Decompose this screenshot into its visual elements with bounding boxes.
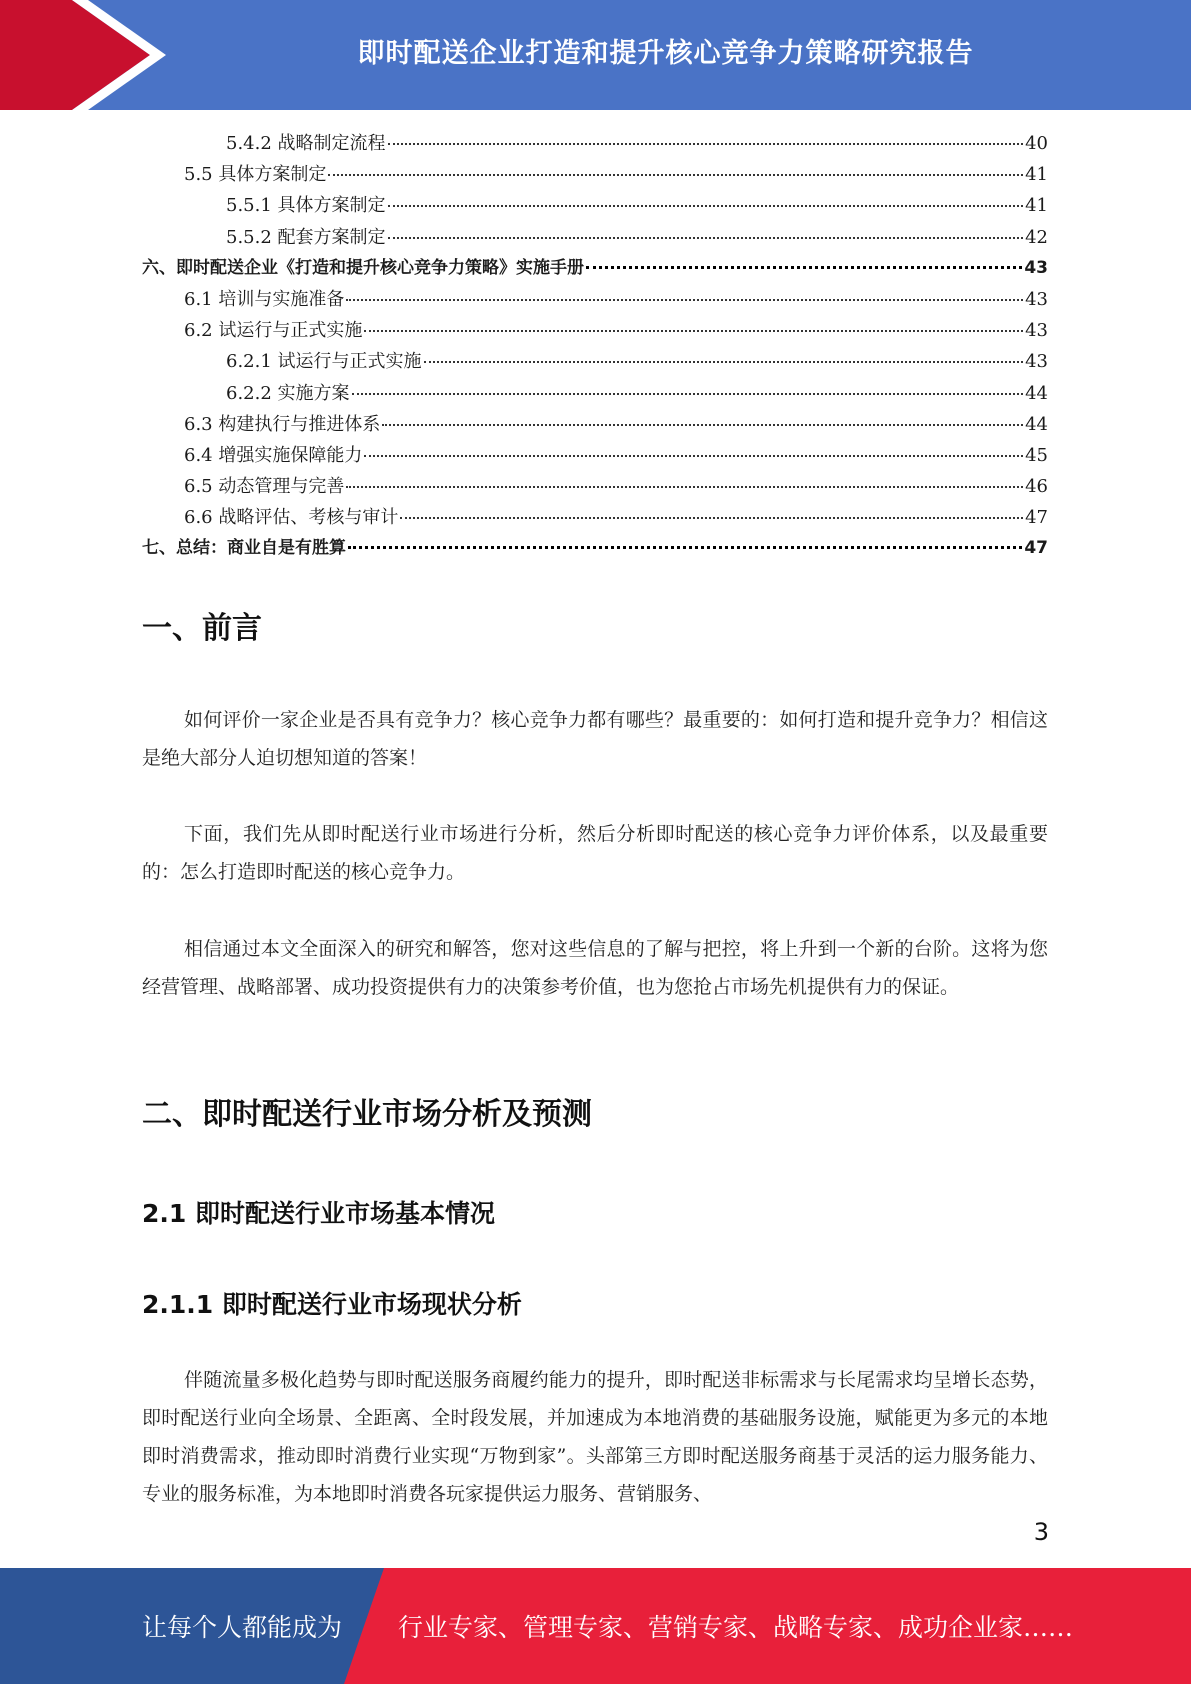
toc-entry[interactable] [142, 315, 1048, 346]
section-2-1-1-paragraph: 伴随流量多极化趋势与即时配送服务商履约能力的提升，即时配送非标需求与长尾需求均呈增长态势，即时配送行业向全场景、全距离、全时段发展，并加速成为本地消费的基础服务设施，赋能更为多元的本地即时消费需求，推动即时消费行业实现“万物到家”。头部第三方即时配送服务商基于灵活的运力服务能力、专业的服务标准，为本地即时消费各玩家提供运力服务、营销服务、 [142, 1369, 1048, 1505]
section-title-preface: 一、前言 [142, 611, 262, 646]
footer-slogan-left: 让每个人都能成为 [142, 1613, 343, 1642]
toc-entry-label: 5.4.2 战略制定流程 [226, 133, 386, 154]
toc-entry-page: 40 [1025, 133, 1048, 154]
toc-entry[interactable] [142, 128, 1048, 159]
preface-paragraph-1: 如何评价一家企业是否具有竞争力？核心竞争力都有哪些？最重要的：如何打造和提升竞争力？相信这是绝大部分人迫切想知道的答案！ [142, 709, 1048, 769]
toc-entry[interactable] [142, 533, 1048, 564]
toc-entry-page: 47 [1024, 538, 1048, 559]
toc-dot-leader [328, 174, 1023, 176]
toc-entry[interactable] [142, 190, 1048, 221]
toc-entry-label: 6.2.1 试运行与正式实施 [226, 351, 422, 373]
page-footer [0, 1568, 1191, 1684]
page-header [0, 0, 1191, 110]
preface-paragraph-2: 下面，我们先从即时配送行业市场进行分析，然后分析即时配送的核心竞争力评价体系，以及最重要的：怎么打造即时配送的核心竞争力。 [142, 823, 1048, 883]
toc-entry-label: 5.5.2 配套方案制定 [226, 226, 386, 248]
toc-dot-leader [348, 546, 1022, 549]
toc-entry-page: 45 [1025, 444, 1048, 466]
toc-entry-page: 41 [1025, 195, 1048, 217]
toc-entry-label: 6.6 战略评估、考核与审计 [184, 507, 399, 529]
toc-entry-page: 43 [1025, 320, 1048, 342]
toc-entry-page: 42 [1025, 226, 1048, 248]
chapter-title-2: 二、即时配送行业市场分析及预测 [142, 1097, 592, 1132]
toc-entry[interactable] [142, 284, 1048, 315]
toc-entry[interactable] [142, 471, 1048, 502]
toc-entry-label: 5.5.1 具体方案制定 [226, 195, 386, 217]
toc-entry-label: 6.5 动态管理与完善 [184, 476, 345, 498]
toc-dot-leader [382, 424, 1023, 426]
toc-entry[interactable] [142, 409, 1048, 440]
toc-entry[interactable] [142, 440, 1048, 471]
toc-dot-leader [364, 330, 1023, 332]
toc-entry-page: 43 [1024, 257, 1048, 278]
toc-dot-leader [424, 361, 1024, 363]
toc-entry-page: 41 [1025, 164, 1048, 186]
section-title-2-1: 2.1 即时配送行业市场基本情况 [142, 1199, 495, 1228]
toc-dot-leader [388, 237, 1024, 239]
toc-entry[interactable] [142, 159, 1048, 190]
toc-entry-page: 43 [1025, 351, 1048, 373]
toc-entry-label: 6.1 培训与实施准备 [184, 288, 345, 310]
toc-entry-label: 六、即时配送企业《打造和提升核心竞争力策略》实施手册 [142, 257, 584, 278]
toc-entry-label: 6.3 构建执行与推进体系 [184, 413, 381, 435]
toc-entry[interactable] [142, 222, 1048, 253]
toc-dot-leader [364, 455, 1023, 457]
toc-entry-label: 6.2.2 实施方案 [226, 382, 350, 404]
toc-entry[interactable] [142, 502, 1048, 533]
header-title: 即时配送企业打造和提升核心竞争力策略研究报告 [357, 37, 974, 69]
table-of-contents [142, 128, 1048, 565]
preface-paragraph-3: 相信通过本文全面深入的研究和解答，您对这些信息的了解与把控，将上升到一个新的台阶。这将为您经营管理、战略部署、成功投资提供有力的决策参考价值，也为您抢占市场先机提供有力的保证。 [142, 938, 1048, 998]
toc-entry-label: 6.2 试运行与正式实施 [184, 320, 363, 342]
toc-dot-leader [388, 205, 1024, 207]
page-number: 3 [1033, 1518, 1049, 1546]
toc-entry-label: 七、总结：商业自是有胜算 [142, 538, 346, 559]
toc-entry[interactable] [142, 253, 1048, 284]
toc-entry[interactable] [142, 378, 1048, 409]
toc-dot-leader [346, 299, 1023, 301]
toc-entry-page: 47 [1025, 507, 1048, 529]
toc-dot-leader [346, 486, 1023, 488]
toc-dot-leader [586, 266, 1022, 269]
section-title-2-1-1: 2.1.1 即时配送行业市场现状分析 [142, 1290, 522, 1319]
toc-entry-page: 44 [1025, 382, 1048, 404]
toc-entry-label: 5.5 具体方案制定 [184, 164, 327, 186]
toc-entry-page: 44 [1025, 413, 1048, 435]
toc-dot-leader [400, 517, 1023, 519]
toc-dot-leader [352, 393, 1024, 395]
toc-entry[interactable] [142, 346, 1048, 377]
toc-entry-label: 6.4 增强实施保障能力 [184, 444, 363, 466]
footer-slogan-right: 行业专家、管理专家、营销专家、战略专家、成功企业家…… [398, 1613, 1074, 1642]
toc-entry-page: 43 [1025, 288, 1048, 310]
toc-entry-page: 46 [1025, 476, 1048, 498]
toc-dot-leader [388, 143, 1024, 145]
